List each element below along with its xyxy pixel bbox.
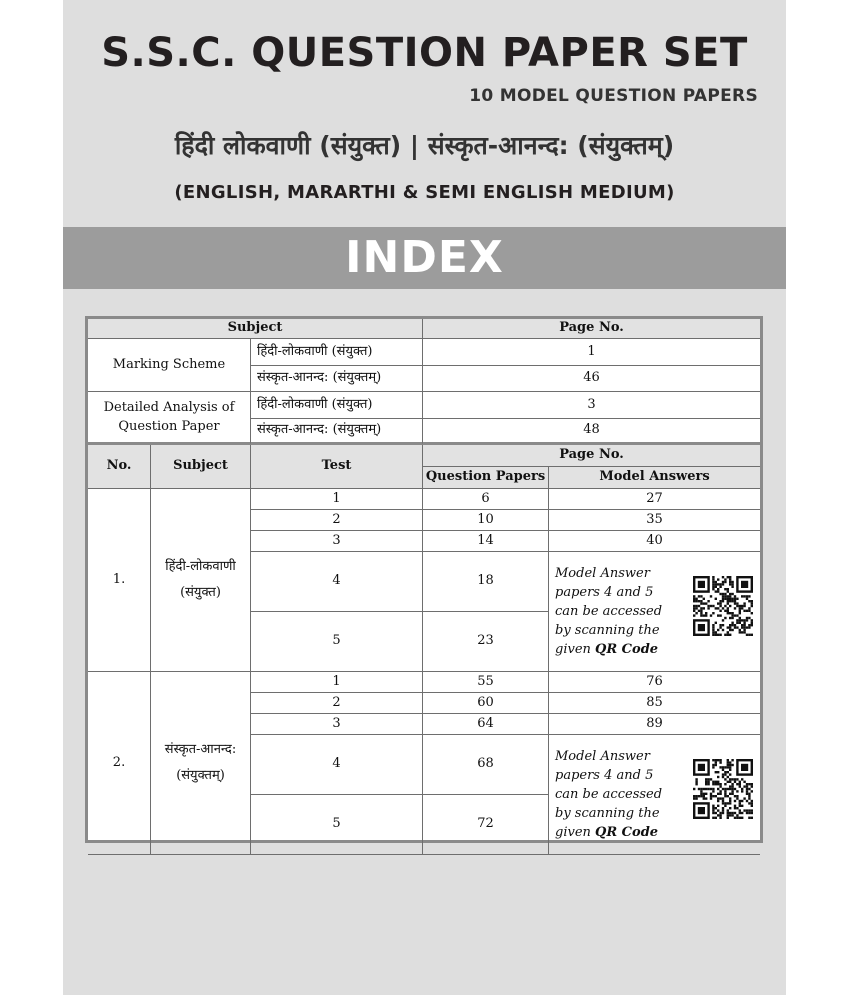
ms-sanskrit-page: 46	[423, 366, 760, 392]
qr-note-qr-code: QR Code	[595, 642, 659, 657]
model-answers-header: Model Answers	[549, 467, 760, 489]
qr-note-line	[555, 823, 690, 842]
model-answer-page: 27	[549, 489, 760, 510]
qr-code-icon[interactable]	[693, 759, 753, 819]
test-number: 4	[251, 735, 423, 795]
ms-sanskrit-subject: संस्कृत-आनन्द: (संयुक्तम्)	[251, 366, 423, 392]
test-number: 2	[251, 693, 423, 714]
subject-name-line1: हिंदी-लोकवाणी	[165, 559, 236, 574]
subject-name	[151, 672, 251, 855]
row-number: 2.	[88, 672, 151, 855]
question-paper-page: 6	[423, 489, 549, 510]
qr-note-line: by scanning the	[555, 806, 660, 821]
question-paper-page: 68	[423, 735, 549, 795]
da-sanskrit-subject: संस्कृत-आनन्द: (संयुक्तम्)	[251, 419, 423, 445]
model-answer-page: 40	[549, 531, 760, 552]
da-hindi-subject: हिंदी-लोकवाणी (संयुक्त)	[251, 392, 423, 419]
ms-hindi-page: 1	[423, 339, 760, 366]
qr-note-line: papers 4 and 5	[555, 768, 654, 783]
page	[63, 0, 786, 995]
qr-note-line: can be accessed	[555, 787, 663, 802]
qr-note-line: papers 4 and 5	[555, 585, 654, 600]
qr-note-line: by scanning the	[555, 623, 660, 638]
medium-line: (ENGLISH, MARARTHI & SEMI ENGLISH MEDIUM)	[174, 182, 675, 203]
no-header: No.	[88, 445, 151, 489]
test-number: 5	[251, 795, 423, 855]
qr-code-icon[interactable]	[693, 576, 753, 636]
test-number: 4	[251, 552, 423, 612]
ms-hindi-subject: हिंदी-लोकवाणी (संयुक्त)	[251, 339, 423, 366]
page-header: Page No.	[423, 319, 760, 339]
question-paper-page: 23	[423, 612, 549, 672]
detailed-analysis-label: Detailed Analysis of Question Paper	[88, 392, 251, 445]
test-number: 3	[251, 531, 423, 552]
subject-name-line2: (संयुक्त)	[180, 585, 221, 600]
main-title: S.S.C. QUESTION PAPER SET	[101, 30, 748, 76]
qr-note-line: can be accessed	[555, 604, 663, 619]
qr-note-given: given	[555, 642, 591, 657]
test-number: 3	[251, 714, 423, 735]
subject-header: Subject	[88, 319, 423, 339]
qr-note-cell	[549, 552, 760, 672]
index-table	[85, 316, 763, 843]
subject-name-line1: संस्कृत-आनन्द:	[164, 742, 237, 757]
qr-note-cell	[549, 735, 760, 855]
test-number: 1	[251, 489, 423, 510]
da-sanskrit-page: 48	[423, 419, 760, 445]
model-answer-page: 76	[549, 672, 760, 693]
test-header: Test	[251, 445, 423, 489]
model-answer-page: 89	[549, 714, 760, 735]
question-papers-header: Question Papers	[423, 467, 549, 489]
test-number: 5	[251, 612, 423, 672]
subject-col-header: Subject	[151, 445, 251, 489]
subtitle: 10 MODEL QUESTION PAPERS	[469, 86, 758, 106]
index-title: INDEX	[345, 232, 504, 283]
model-answer-page: 85	[549, 693, 760, 714]
row-number: 1.	[88, 489, 151, 672]
qr-note-line: Model Answer	[555, 749, 650, 764]
question-paper-page: 10	[423, 510, 549, 531]
da-label-bottom-rule	[88, 419, 251, 445]
model-answer-page: 35	[549, 510, 760, 531]
test-number: 2	[251, 510, 423, 531]
qr-note-line: Model Answer	[555, 566, 650, 581]
question-paper-page: 60	[423, 693, 549, 714]
question-paper-page: 64	[423, 714, 549, 735]
qr-note-text	[555, 564, 690, 659]
da-hindi-page: 3	[423, 392, 760, 419]
marking-scheme-label: Marking Scheme	[88, 339, 251, 392]
qr-note-line	[555, 640, 690, 659]
question-paper-page: 18	[423, 552, 549, 612]
qr-note-text	[555, 747, 690, 842]
subject-name	[151, 489, 251, 672]
test-number: 1	[251, 672, 423, 693]
qr-note-given: given	[555, 825, 591, 840]
qr-note-qr-code: QR Code	[595, 825, 659, 840]
page-no-header: Page No.	[423, 445, 760, 467]
question-paper-page: 14	[423, 531, 549, 552]
index-banner	[63, 227, 786, 289]
question-paper-page: 72	[423, 795, 549, 855]
subject-name-line2: (संयुक्तम्)	[176, 768, 225, 783]
question-paper-page: 55	[423, 672, 549, 693]
subjects-line: हिंदी लोकवाणी (संयुक्त) | संस्कृत-आनन्द: (संयुक्तम्)	[174, 131, 675, 160]
